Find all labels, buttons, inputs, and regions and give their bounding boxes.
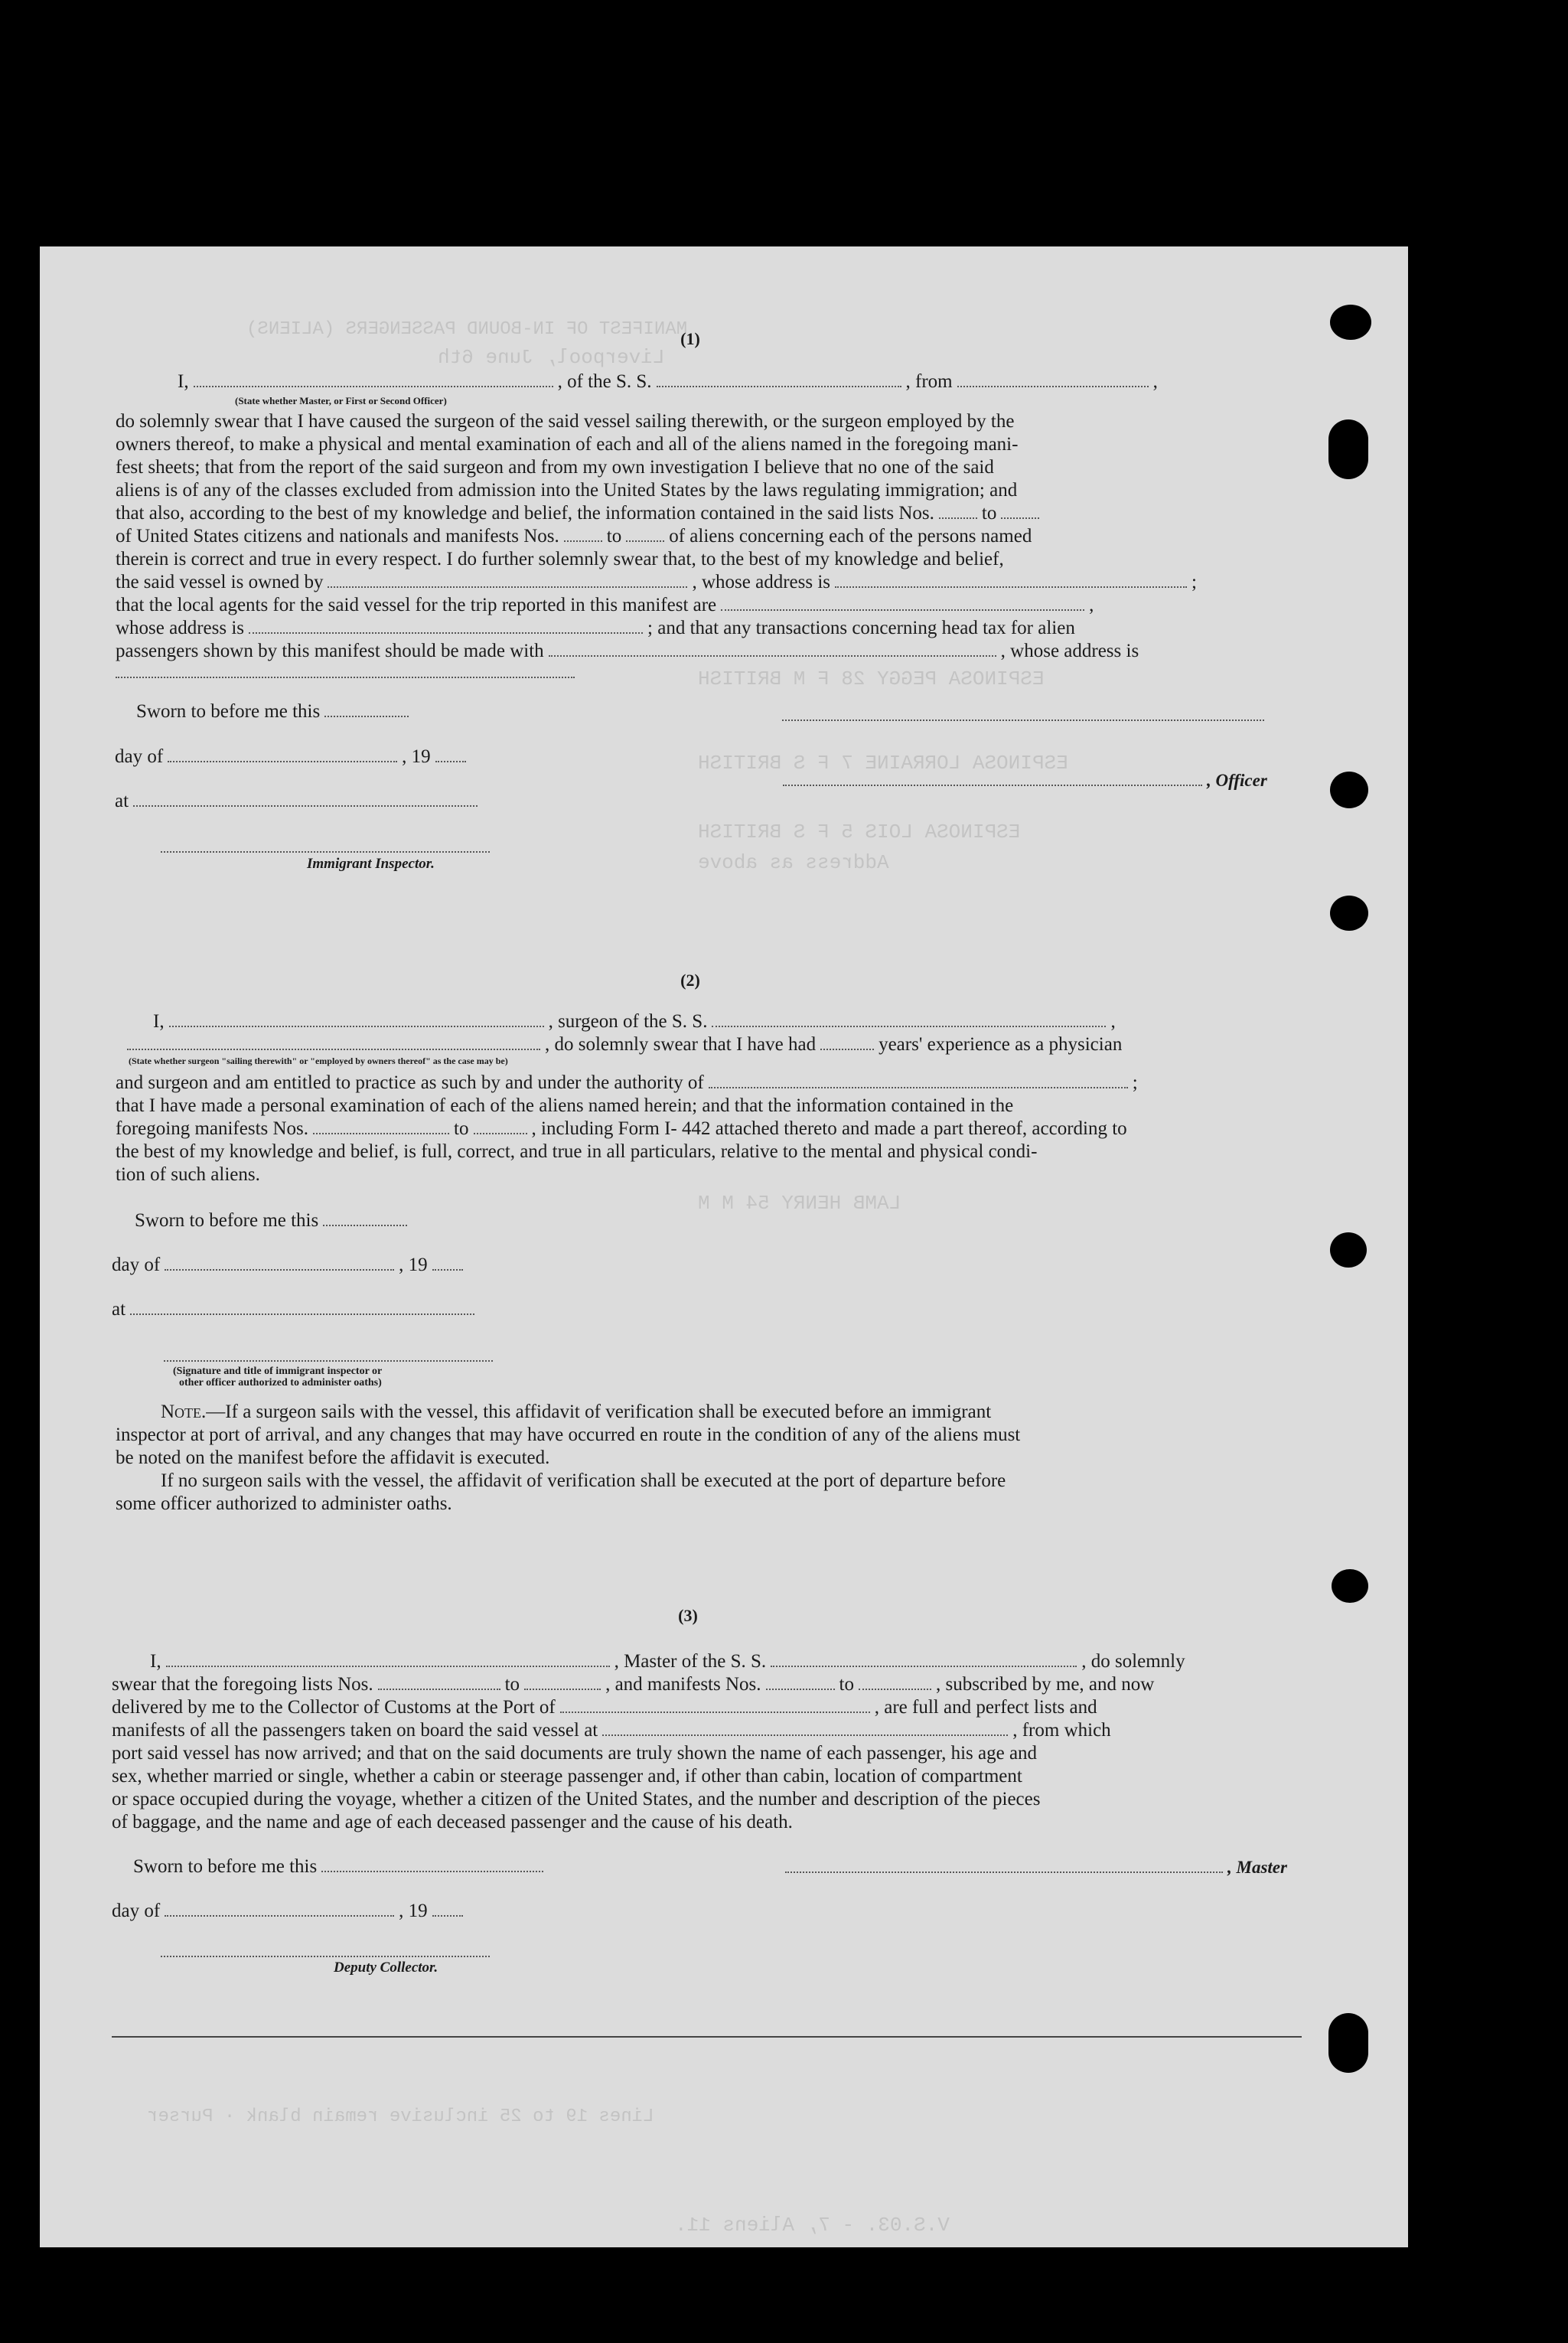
manifests-text: , and manifests Nos. <box>605 1674 761 1695</box>
bleed-text: LAMB HENRY 54 M M <box>698 1192 901 1215</box>
inspector-signature-line-2 <box>164 1360 493 1362</box>
para-line: the best of my knowledge and belief, is full, correct, and true in all particulars, relative to the mental and physical condi- <box>116 1141 1038 1162</box>
caption-line: other officer authorized to administer oaths) <box>179 1377 382 1389</box>
section-3-number: (3) <box>678 1606 698 1625</box>
note-label: Note. <box>161 1402 207 1422</box>
bleed-text: Lines 19 to 25 inclusive remain blank · Purser <box>147 2106 654 2127</box>
para-line <box>116 502 1044 525</box>
para-text: , including Form I- 442 attached thereto and made a part thereof, according to <box>531 1118 1127 1139</box>
para-line <box>116 525 1032 548</box>
year-label: , 19 <box>399 1901 428 1921</box>
para-line: fest sheets; that from the report of the said surgeon and from my own investigation I believe that no one of the said <box>116 457 994 478</box>
label-i: I, <box>178 371 189 392</box>
at-line-2 <box>112 1298 479 1321</box>
collector-caption: Deputy Collector. <box>334 1960 438 1976</box>
punch-hole <box>1332 1569 1368 1603</box>
port-text: , are full and perfect lists and <box>874 1697 1097 1718</box>
para-line: tion of such aliens. <box>116 1164 260 1185</box>
day-line-1 <box>115 746 471 768</box>
signature-caption <box>173 1366 382 1389</box>
note-line: some officer authorized to administer oaths. <box>116 1493 452 1514</box>
comma: , <box>1152 371 1158 392</box>
label-of-ss: , of the S. S. <box>557 371 652 392</box>
bleed-text: ESPINOSA LOIS 5 F S BRITISH <box>698 821 1021 844</box>
officer-label: , Officer <box>1207 771 1267 790</box>
punch-hole <box>1330 305 1371 340</box>
para-text: of aliens concerning each of the persons named <box>669 526 1032 547</box>
para-line: do solemnly swear that I have caused the surgeon of the said vessel sailing therewith, or the surgeon employed by the <box>116 411 1015 432</box>
para-text: the said vessel is owned by <box>116 572 324 592</box>
day-line-2 <box>112 1254 468 1277</box>
label-to: to <box>839 1674 854 1695</box>
punch-hole <box>1330 772 1368 808</box>
subscribed-text: , subscribed by me, and now <box>935 1674 1155 1695</box>
para-line: port said vessel has now arrived; and that on the said documents are truly shown the name of each passenger, his age and <box>112 1743 1038 1764</box>
para-text: that also, according to the best of my knowledge and belief, the information contained in the said lists Nos. <box>116 503 934 524</box>
label-to: to <box>454 1118 469 1139</box>
para-line <box>116 1072 1138 1095</box>
para-text: ; and that any transactions concerning head tax for alien <box>647 618 1075 638</box>
para-line: that I have made a personal examination of each of the aliens named herein; and that the information contained in the <box>116 1095 1014 1116</box>
bleed-text: ESPINOSA LORRAINE 7 F S BRITISH <box>698 752 1068 775</box>
label-i: I, <box>150 1651 161 1672</box>
day-label: day of <box>112 1255 161 1275</box>
section-2-oath-line <box>153 1010 1116 1033</box>
sworn-label: Sworn to before me this <box>135 1210 319 1231</box>
label-to: to <box>504 1674 520 1695</box>
inspector-caption: Immigrant Inspector. <box>307 856 435 872</box>
at-label: at <box>115 791 129 811</box>
comma: , <box>1089 595 1094 615</box>
section-3-lists-line <box>112 1673 1154 1696</box>
para-text: that the local agents for the said vessel for the trip reported in this manifest are <box>116 595 717 615</box>
day-label: day of <box>115 746 164 767</box>
manifest-affidavit-sheet <box>40 246 1408 2247</box>
section-1-number: (1) <box>680 329 700 348</box>
surgeon-caption: (State whether surgeon "sailing therewith" or "employed by owners thereof" as the case may be) <box>129 1056 508 1066</box>
punch-hole <box>1328 419 1368 479</box>
para-text: , whose address is <box>692 572 831 592</box>
master-signature-line <box>781 1856 1287 1879</box>
label-do-solemnly: , do solemnly <box>1081 1651 1185 1672</box>
para-line: therein is correct and true in every respect. I do further solemnly swear that, to the best of my knowledge and belief, <box>116 549 1004 569</box>
day-label: day of <box>112 1901 161 1921</box>
collector-signature-line <box>161 1956 490 1957</box>
note-text: —If a surgeon sails with the vessel, this affidavit of verification shall be executed before an immigrant <box>206 1402 992 1422</box>
para-line: sex, whether married or single, whether a cabin or steerage passenger and, if other than cabin, location of compartment <box>112 1766 1022 1787</box>
inspector-signature-line <box>161 851 490 853</box>
bleed-text: Address as above <box>698 851 889 874</box>
section-2-swear-line <box>122 1033 1122 1056</box>
para-text: of United States citizens and nationals and manifests Nos. <box>116 526 559 547</box>
sworn-line-1 <box>136 700 413 723</box>
at-label: at <box>112 1299 126 1320</box>
sworn-line-2 <box>135 1209 412 1232</box>
comma: , <box>1110 1011 1116 1032</box>
semicolon: ; <box>1191 572 1197 592</box>
officer-signature-line <box>778 769 1267 792</box>
para-line <box>116 1118 1127 1140</box>
punch-hole <box>1330 896 1368 931</box>
note-line <box>161 1401 991 1424</box>
sworn-line-3 <box>133 1855 548 1878</box>
para-text: whose address is <box>116 618 245 638</box>
section-3-port-line <box>112 1696 1097 1719</box>
years-text: years' experience as a physician <box>879 1034 1123 1055</box>
para-line: owners thereof, to make a physical and mental examination of each and all of the aliens named in the foregoing mani- <box>116 434 1019 455</box>
para-text: , whose address is <box>1000 641 1139 661</box>
bleed-text: V.S.03. - 7, Aliens 11. <box>675 2214 950 2237</box>
section-3-oath-line <box>150 1650 1185 1673</box>
para-text: foregoing manifests Nos. <box>116 1118 309 1139</box>
para-line: aliens is of any of the classes excluded from admission into the United States by the laws regulating immigration; and <box>116 480 1018 501</box>
note-line: be noted on the manifest before the affidavit is executed. <box>116 1447 550 1468</box>
label-master: , Master of the S. S. <box>614 1651 767 1672</box>
para-line <box>116 617 1075 640</box>
label-from: , from <box>905 371 953 392</box>
para-text: and surgeon and am entitled to practice as such by and under the authority of <box>116 1072 704 1093</box>
day-line-3 <box>112 1900 468 1923</box>
label-surgeon: , surgeon of the S. S. <box>548 1011 708 1032</box>
section-1-oath-line <box>178 370 1158 393</box>
sworn-label: Sworn to before me this <box>136 701 321 722</box>
year-label: , 19 <box>402 746 431 767</box>
punch-hole <box>1328 2013 1368 2073</box>
swear-text: , do solemnly swear that I have had <box>545 1034 817 1055</box>
address-line <box>116 677 575 678</box>
para-line: of baggage, and the name and age of each deceased passenger and the cause of his death. <box>112 1812 793 1832</box>
bleed-text: ESPINOSA PEGGY 28 F M BRITISH <box>698 667 1045 690</box>
sworn-label: Sworn to before me this <box>133 1856 318 1877</box>
bleed-text: MANIFEST OF IN-BOUND PASSENGERS (ALIENS) <box>246 319 688 340</box>
note-line: If no surgeon sails with the vessel, the affidavit of verification shall be executed at the port of departure before <box>161 1470 1006 1491</box>
master-label: , Master <box>1227 1858 1287 1877</box>
para-line <box>116 571 1197 594</box>
para-line: or space occupied during the voyage, whether a citizen of the United States, and the number and description of the pieces <box>112 1789 1041 1809</box>
port-text: delivered by me to the Collector of Customs at the Port of <box>112 1697 556 1718</box>
note-line: inspector at port of arrival, and any changes that may have occurred en route in the condition of any of the aliens must <box>116 1424 1021 1445</box>
bleed-text: Liverpool, June 6th <box>438 346 665 369</box>
lists-text: swear that the foregoing lists Nos. <box>112 1674 373 1695</box>
bottom-rule <box>112 2036 1302 2038</box>
para-line <box>116 640 1139 663</box>
section-2-number: (2) <box>680 971 700 990</box>
label-i: I, <box>153 1011 165 1032</box>
officer-caption: (State whether Master, or First or Second Officer) <box>235 395 447 406</box>
board-text: , from which <box>1012 1720 1111 1741</box>
label-to: to <box>981 503 997 524</box>
at-line-1 <box>115 790 482 813</box>
board-text: manifests of all the passengers taken on board the said vessel at <box>112 1720 598 1741</box>
section-3-board-line <box>112 1719 1111 1742</box>
caption-line: (Signature and title of immigrant inspector or <box>173 1366 383 1377</box>
label-to: to <box>606 526 622 547</box>
year-label: , 19 <box>399 1255 428 1275</box>
officer-signature-line-1 <box>782 720 1264 721</box>
para-line <box>116 594 1094 617</box>
semicolon: ; <box>1132 1072 1138 1093</box>
para-text: passengers shown by this manifest should be made with <box>116 641 544 661</box>
punch-hole <box>1330 1232 1367 1268</box>
